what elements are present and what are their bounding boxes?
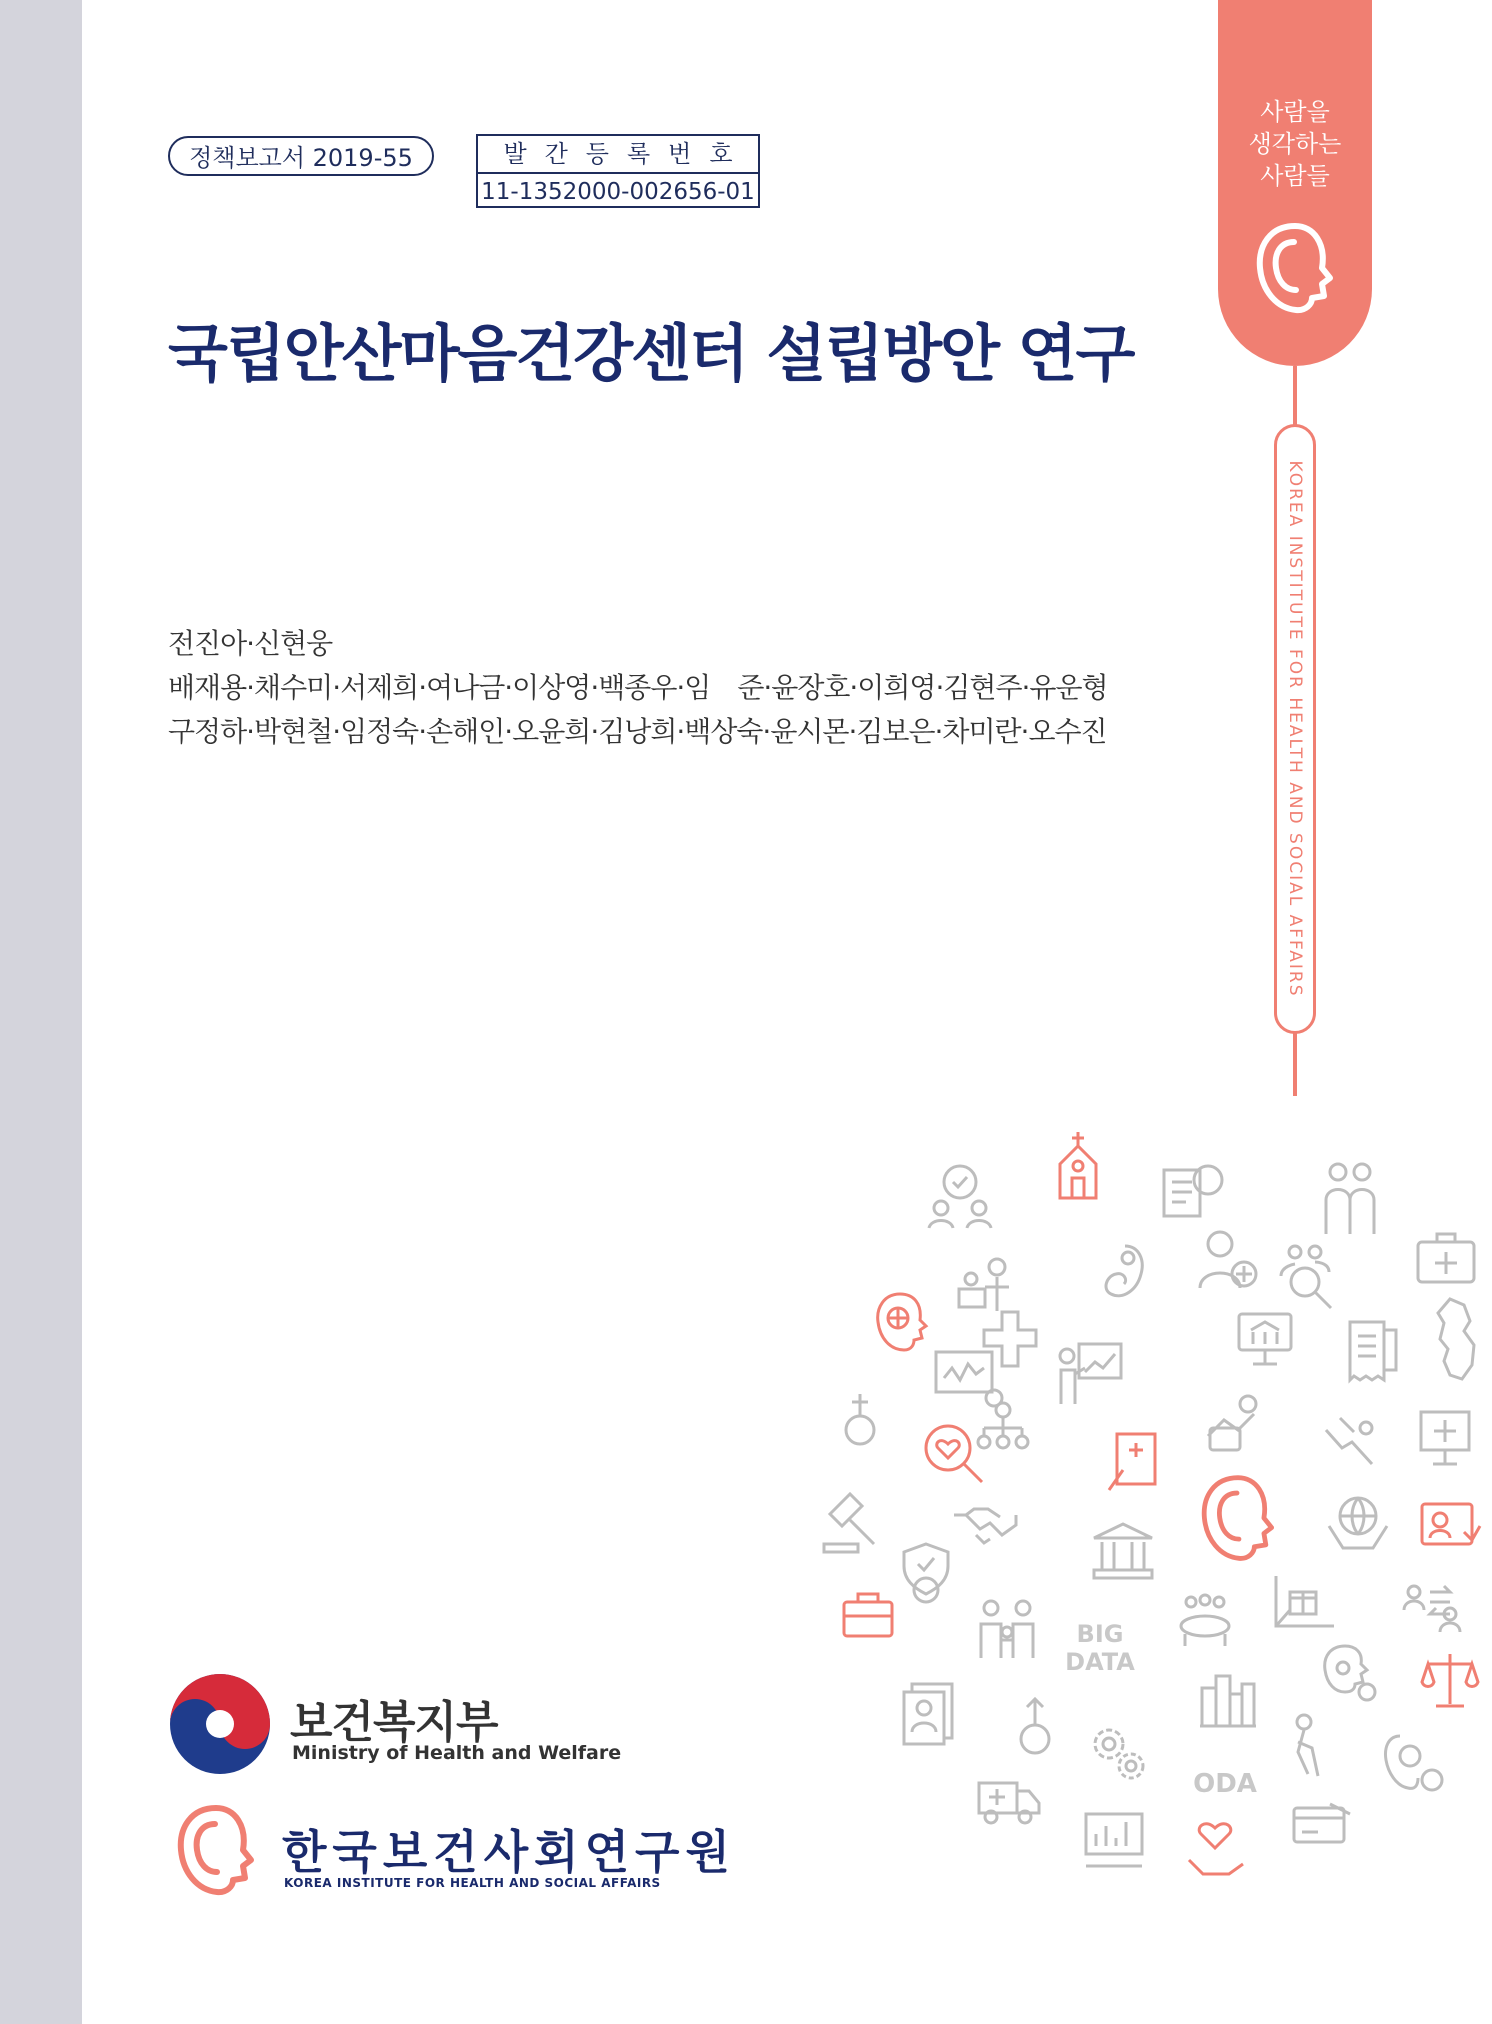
big-data-line-1: BIG [1076, 1620, 1124, 1648]
handshake-icon [950, 1505, 1020, 1555]
gears-icon [1085, 1720, 1151, 1786]
big-data-line-2: DATA [1065, 1648, 1135, 1676]
hearing-icon [1380, 1730, 1446, 1796]
computer-bank-icon [1235, 1310, 1295, 1368]
registration-number: 11-1352000-002656-01 [481, 179, 755, 205]
report-title: 국립안산마음건강센터 설립방안 연구 [168, 317, 1134, 390]
family-icon [1320, 1160, 1380, 1236]
medical-monitor-icon [1415, 1408, 1475, 1468]
church-icon [1050, 1130, 1106, 1200]
big-data-label [1060, 1620, 1140, 1676]
mohw-taegeuk-logo [168, 1672, 272, 1776]
kihasa-head-logo [166, 1800, 266, 1900]
heart-hand-icon [1185, 1820, 1247, 1880]
tab-slogan-line-1: 사람을 [1260, 98, 1330, 126]
shield-globe-icon [898, 1540, 954, 1606]
globe-hands-icon [1325, 1490, 1391, 1556]
teacher-icon [955, 1255, 1015, 1315]
mohw-name-korean: 보건복지부 [290, 1697, 498, 1748]
gavel-icon [820, 1490, 886, 1556]
icon-cloud [820, 1120, 1480, 1900]
government-building-icon [1090, 1520, 1156, 1582]
oda-label: ODA [1193, 1769, 1257, 1799]
author-list [168, 622, 1108, 754]
ambulance-icon [975, 1775, 1043, 1825]
tab-slogan [1218, 96, 1372, 192]
head-profile-icon [1250, 218, 1340, 318]
tab-slogan-line-2: 생각하는 [1248, 130, 1342, 158]
fetus-icon [1100, 1240, 1150, 1306]
vertical-institute-name: KOREA INSTITUTE FOR HEALTH AND SOCIAL AFFAIRS [1285, 460, 1305, 998]
author-line-2: 배재용·채수미·서제희·여나금·이상영·백종우·임 준·윤장호·이희영·김현주·유운형 [168, 671, 1108, 704]
first-aid-kit-icon [1415, 1230, 1477, 1286]
korea-map-icon [1430, 1295, 1480, 1385]
mohw-name-english: Ministry of Health and Welfare [292, 1742, 622, 1764]
author-line-1: 전진아·신현웅 [168, 627, 333, 660]
registration-box [476, 134, 760, 208]
briefcase-icon [840, 1590, 896, 1640]
family-child-icon [975, 1598, 1039, 1662]
document-money-icon [1160, 1160, 1226, 1220]
brain-gear-icon [1315, 1640, 1377, 1706]
caring-hand-icon [1320, 1410, 1386, 1470]
receipt-icon [1340, 1318, 1400, 1384]
id-card-icon [1418, 1500, 1482, 1556]
kihasa-center-icon [1190, 1470, 1286, 1566]
kihasa-name-english: KOREA INSTITUTE FOR HEALTH AND SOCIAL AFFAIRS [284, 1876, 661, 1890]
scales-icon [1420, 1650, 1480, 1710]
credit-card-icon [1290, 1800, 1354, 1850]
document-person-icon [900, 1680, 956, 1746]
side-bookmark-tab [1218, 0, 1372, 366]
conference-icon [1175, 1590, 1235, 1650]
series-badge: 정책보고서 2019-55 [168, 136, 434, 176]
male-symbol-icon [1015, 1695, 1055, 1759]
charity-chart-icon [1082, 1810, 1146, 1870]
counseling-icon [925, 1160, 995, 1230]
people-search-icon [1275, 1242, 1345, 1312]
heart-search-icon [920, 1420, 986, 1486]
hand-coin-icon [1200, 1392, 1266, 1458]
author-line-3: 구정하·박현철·임정숙·손해인·오윤희·김낭희·백상숙·윤시몬·김보은·차미란·오수진 [168, 715, 1107, 748]
left-edge-strip [0, 0, 82, 2024]
elderly-icon [1282, 1712, 1338, 1778]
medical-report-icon [1105, 1430, 1161, 1496]
doctor-plus-icon [1198, 1228, 1260, 1292]
people-exchange-icon [1400, 1580, 1466, 1636]
presenter-growth-icon [1055, 1338, 1125, 1408]
female-symbol-icon [840, 1390, 880, 1454]
mind-head-icon [870, 1290, 930, 1356]
registration-label: 발간등록번호 [478, 136, 758, 174]
tab-slogan-line-3: 사람들 [1260, 162, 1330, 190]
delivery-box-icon [1270, 1570, 1340, 1640]
kihasa-name-korean: 한국보건사회연구원 [282, 1825, 736, 1879]
city-icon [1198, 1668, 1258, 1730]
